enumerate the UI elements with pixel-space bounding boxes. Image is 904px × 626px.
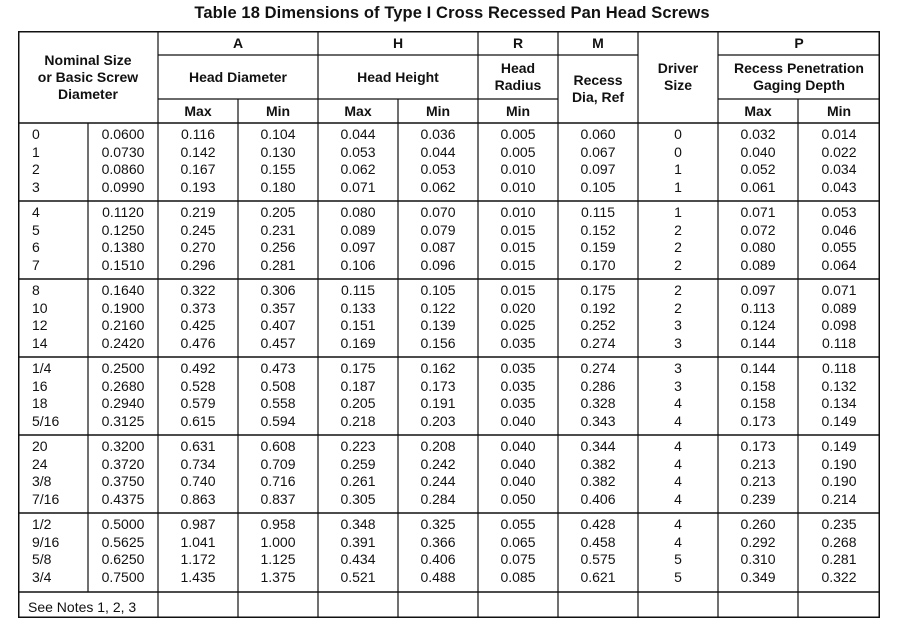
- cell-p-min: 0.118 0.132 0.134 0.149: [821, 360, 857, 429]
- cell-a-min: 0.104 0.130 0.155 0.180: [260, 126, 296, 195]
- header-r-desc: Head Radius: [494, 60, 542, 93]
- cell-h-max: 0.175 0.187 0.205 0.218: [340, 360, 376, 429]
- header-h-min: Min: [425, 102, 451, 119]
- cell-basic-diameter: 0.1640 0.1900 0.2160 0.2420: [101, 282, 145, 351]
- cell-r-min: 0.005 0.005 0.010 0.010: [500, 126, 536, 195]
- cell-p-min: 0.071 0.089 0.098 0.118: [821, 282, 857, 351]
- header-a-max: Max: [184, 102, 212, 119]
- cell-a-max: 0.631 0.734 0.740 0.863: [180, 438, 216, 507]
- cell-r-min: 0.015 0.020 0.025 0.035: [500, 282, 536, 351]
- cell-p-min: 0.149 0.190 0.190 0.214: [821, 438, 857, 507]
- cell-h-min: 0.105 0.122 0.139 0.156: [420, 282, 456, 351]
- cell-p-max: 0.032 0.040 0.052 0.061: [740, 126, 776, 195]
- cell-p-max: 0.260 0.292 0.310 0.349: [740, 516, 776, 585]
- cell-m-ref: 0.175 0.192 0.252 0.274: [580, 282, 616, 351]
- cell-driver-size: 0 0 1 1: [674, 126, 682, 195]
- cell-basic-diameter: 0.0600 0.0730 0.0860 0.0990: [101, 126, 145, 195]
- header-a-min: Min: [265, 102, 291, 119]
- cell-nominal-size: 1/2 9/16 5/8 3/4: [32, 516, 60, 585]
- cell-h-max: 0.044 0.053 0.062 0.071: [340, 126, 376, 195]
- header-a-desc: Head Diameter: [188, 68, 288, 85]
- table-title: Table 18 Dimensions of Type I Cross Recessed Pan Head Screws: [194, 4, 710, 22]
- header-p-min: Min: [826, 102, 852, 119]
- cell-nominal-size: 1/4 16 18 5/16: [32, 360, 60, 429]
- header-m-desc: Recess Dia, Ref: [571, 72, 625, 105]
- cell-p-max: 0.071 0.072 0.080 0.089: [740, 204, 776, 273]
- cell-m-ref: 0.344 0.382 0.382 0.406: [580, 438, 616, 507]
- cell-r-min: 0.010 0.015 0.015 0.015: [500, 204, 536, 273]
- dimensions-table: [18, 31, 880, 618]
- header-h-max: Max: [344, 102, 372, 119]
- cell-driver-size: 3 3 4 4: [674, 360, 682, 429]
- cell-driver-size: 4 4 4 4: [674, 438, 682, 507]
- cell-p-max: 0.173 0.213 0.213 0.239: [740, 438, 776, 507]
- cell-h-min: 0.070 0.079 0.087 0.096: [420, 204, 456, 273]
- cell-r-min: 0.055 0.065 0.075 0.085: [500, 516, 536, 585]
- cell-p-min: 0.053 0.046 0.055 0.064: [821, 204, 857, 273]
- cell-p-max: 0.097 0.113 0.124 0.144: [740, 282, 776, 351]
- cell-h-max: 0.348 0.391 0.434 0.521: [340, 516, 376, 585]
- cell-a-max: 0.322 0.373 0.425 0.476: [180, 282, 216, 351]
- header-driver-size: Driver Size: [657, 60, 699, 93]
- cell-basic-diameter: 0.3200 0.3720 0.3750 0.4375: [101, 438, 145, 507]
- cell-h-min: 0.208 0.242 0.244 0.284: [420, 438, 456, 507]
- table-notes: See Notes 1, 2, 3: [28, 599, 137, 615]
- cell-a-min: 0.958 1.000 1.125 1.375: [260, 516, 296, 585]
- cell-h-max: 0.115 0.133 0.151 0.169: [340, 282, 376, 351]
- cell-h-max: 0.080 0.089 0.097 0.106: [340, 204, 376, 273]
- cell-basic-diameter: 0.2500 0.2680 0.2940 0.3125: [101, 360, 145, 429]
- cell-p-min: 0.235 0.268 0.281 0.322: [821, 516, 857, 585]
- cell-nominal-size: 8 10 12 14: [32, 282, 48, 351]
- cell-a-min: 0.306 0.357 0.407 0.457: [260, 282, 296, 351]
- header-h-desc: Head Height: [357, 68, 439, 85]
- header-nominal-size: Nominal Size or Basic Screw Diameter: [37, 51, 139, 102]
- cell-a-max: 0.219 0.245 0.270 0.296: [180, 204, 216, 273]
- cell-m-ref: 0.274 0.286 0.328 0.343: [580, 360, 616, 429]
- header-h: H: [392, 34, 404, 51]
- cell-m-ref: 0.115 0.152 0.159 0.170: [580, 204, 616, 273]
- header-r-min: Min: [505, 102, 531, 119]
- header-p-max: Max: [744, 102, 772, 119]
- cell-p-min: 0.014 0.022 0.034 0.043: [821, 126, 857, 195]
- cell-m-ref: 0.060 0.067 0.097 0.105: [580, 126, 616, 195]
- cell-r-min: 0.040 0.040 0.040 0.050: [500, 438, 536, 507]
- cell-driver-size: 1 2 2 2: [674, 204, 682, 273]
- header-p: P: [794, 34, 804, 51]
- cell-nominal-size: 20 24 3/8 7/16: [32, 438, 60, 507]
- cell-a-max: 0.492 0.528 0.579 0.615: [180, 360, 216, 429]
- cell-a-min: 0.608 0.709 0.716 0.837: [260, 438, 296, 507]
- header-r: R: [512, 34, 524, 51]
- header-m: M: [592, 34, 604, 51]
- cell-a-min: 0.473 0.508 0.558 0.594: [260, 360, 296, 429]
- header-a: A: [232, 34, 244, 51]
- cell-h-min: 0.162 0.173 0.191 0.203: [420, 360, 456, 429]
- cell-h-min: 0.325 0.366 0.406 0.488: [420, 516, 456, 585]
- cell-nominal-size: 4 5 6 7: [32, 204, 40, 273]
- header-p-desc: Recess Penetration Gaging Depth: [734, 60, 864, 93]
- cell-a-min: 0.205 0.231 0.256 0.281: [260, 204, 296, 273]
- cell-h-min: 0.036 0.044 0.053 0.062: [420, 126, 456, 195]
- cell-a-max: 0.116 0.142 0.167 0.193: [180, 126, 216, 195]
- cell-h-max: 0.223 0.259 0.261 0.305: [340, 438, 376, 507]
- cell-nominal-size: 0 1 2 3: [32, 126, 40, 195]
- cell-driver-size: 2 2 3 3: [674, 282, 682, 351]
- cell-driver-size: 4 4 5 5: [674, 516, 682, 585]
- cell-r-min: 0.035 0.035 0.035 0.040: [500, 360, 536, 429]
- cell-p-max: 0.144 0.158 0.158 0.173: [740, 360, 776, 429]
- cell-basic-diameter: 0.5000 0.5625 0.6250 0.7500: [101, 516, 145, 585]
- cell-a-max: 0.987 1.041 1.172 1.435: [180, 516, 216, 585]
- cell-basic-diameter: 0.1120 0.1250 0.1380 0.1510: [101, 204, 145, 273]
- cell-m-ref: 0.428 0.458 0.575 0.621: [580, 516, 616, 585]
